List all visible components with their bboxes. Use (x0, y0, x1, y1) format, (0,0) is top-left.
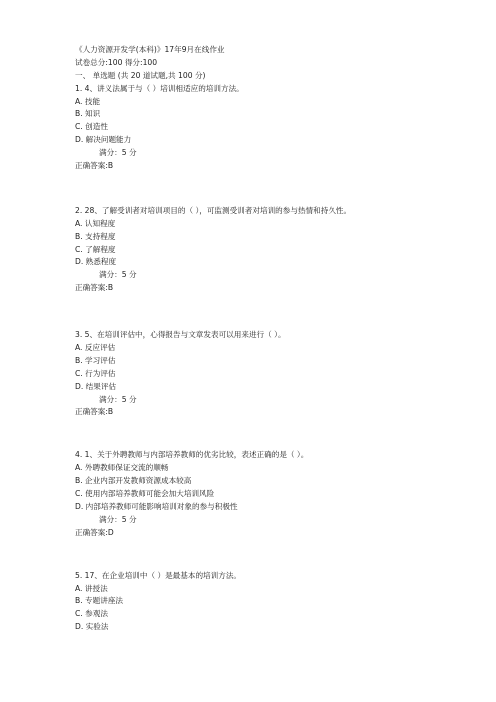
option-b: B. 专题讲座法 (75, 596, 124, 606)
question-2 (75, 205, 475, 295)
question-score: 满分：5 分 (99, 514, 137, 524)
option-d: D. 熟悉程度 (75, 257, 117, 267)
option-a: A. 认知程度 (75, 218, 116, 228)
correct-answer: 正确答案:B (75, 283, 114, 293)
option-c: C. 参观法 (75, 609, 108, 619)
question-score: 满分：5 分 (99, 394, 137, 404)
option-a: A. 外聘教师保证交流的顺畅 (75, 463, 169, 473)
correct-answer: 正确答案:B (75, 407, 114, 417)
question-3 (75, 329, 475, 419)
option-d: D. 实验法 (75, 622, 109, 632)
option-d: D. 结果评估 (75, 381, 117, 391)
document-page (75, 44, 475, 634)
question-5 (75, 570, 475, 634)
option-c: C. 行为评估 (75, 368, 116, 378)
question-stem: 2. 28、了解受训者对培训项目的（ ），可监测受训者对培训的参与热情和持久性。 (75, 205, 352, 215)
option-b: B. 企业内部开发教师资源成本较高 (75, 476, 192, 486)
document-title: 《人力资源开发学(本科)》17年9月在线作业 (75, 45, 225, 54)
option-a: A. 反应评估 (75, 343, 116, 353)
option-d: D. 内部培养教师可能影响培训对象的参与积极性 (75, 501, 238, 511)
question-stem: 4. 1、关于外聘教师与内部培养教师的优劣比较，表述正确的是（ ）。 (75, 450, 309, 460)
correct-answer: 正确答案:D (75, 527, 114, 537)
option-b: B. 知识 (75, 109, 101, 119)
question-stem: 5. 17、在企业培训中（ ）是最基本的培训方法。 (75, 570, 242, 580)
option-d: D. 解决问题能力 (75, 135, 132, 145)
question-stem: 3. 5、在培训评估中，心得报告与文章发表可以用来进行（ ）。 (75, 330, 286, 340)
correct-answer: 正确答案:B (75, 161, 114, 171)
option-b: B. 学习评估 (75, 355, 116, 365)
option-c: C. 了解程度 (75, 244, 116, 254)
question-score: 满分：5 分 (99, 148, 137, 158)
section-heading: 一、 单选题 (共 20 道试题,共 100 分) (75, 70, 206, 80)
question-stem: 1. 4、讲义法属于与（ ）培训相适应的培训方法。 (75, 83, 244, 93)
question-4 (75, 449, 475, 539)
option-c: C. 使用内部培养教师可能会加大培训风险 (75, 489, 215, 499)
option-c: C. 创造性 (75, 122, 108, 132)
option-a: A. 技能 (75, 96, 101, 106)
question-score: 满分：5 分 (99, 270, 137, 280)
option-b: B. 支持程度 (75, 231, 116, 241)
score-summary: 试卷总分:100 得分:100 (75, 57, 158, 67)
option-a: A. 讲授法 (75, 583, 108, 593)
question-1 (75, 83, 475, 173)
